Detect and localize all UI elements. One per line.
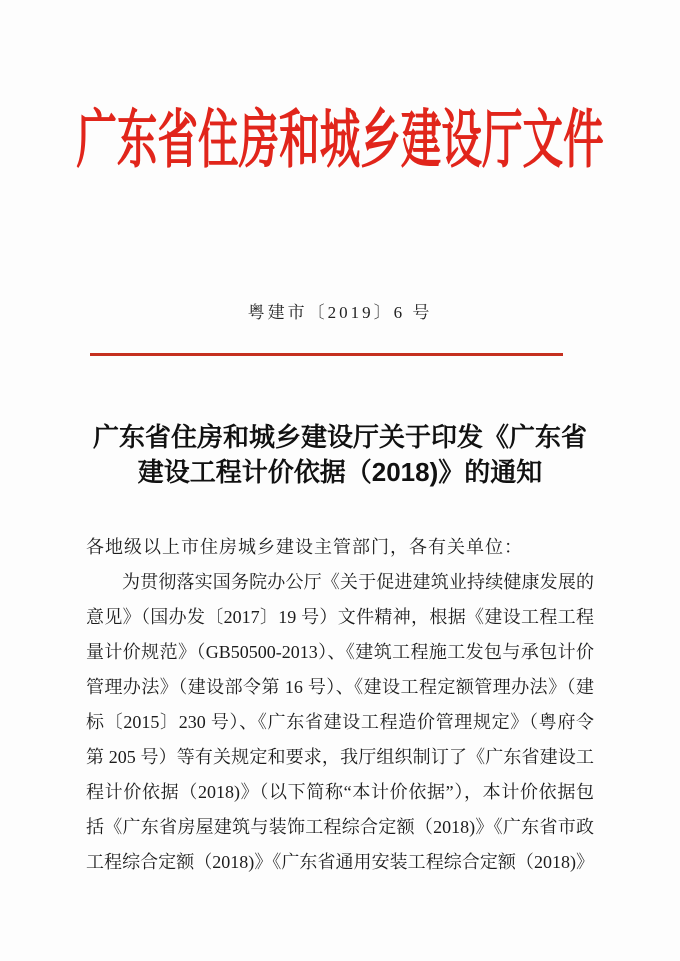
salutation-line: 各地级以上市住房城乡建设主管部门，各有关单位： [86, 537, 523, 557]
letterhead-title: 广东省住房和城乡建设厅文件 [76, 106, 604, 177]
document-number: 粤建市〔2019〕6 号 [247, 303, 433, 322]
notice-title-line-2: 建设工程计价依据（2018)》的通知 [137, 457, 543, 487]
notice-title-line-1: 广东省住房和城乡建设厅关于印发《广东省 [92, 422, 587, 452]
paragraph-line: 第 205 号）等有关规定和要求，我厅组织制订了《广东省建设工 [86, 747, 594, 767]
paragraph-line: 工程综合定额（2018)》《广东省通用安装工程综合定额（2018)》 [86, 852, 594, 872]
paragraph-line: 括《广东省房屋建筑与装饰工程综合定额（2018)》《广东省市政 [86, 817, 594, 837]
red-separator-line [90, 353, 563, 356]
letterhead [0, 106, 680, 177]
paragraph-line: 意见》（国办发〔2017〕19 号）文件精神，根据《建设工程工程 [86, 607, 594, 627]
paragraph-line: 标〔2015〕230 号）、《广东省建设工程造价管理规定》（粤府令 [86, 712, 594, 732]
notice-body [0, 530, 680, 880]
paragraph-line: 量计价规范》（GB50500-2013）、《建筑工程施工发包与承包计价 [86, 642, 594, 662]
notice-title [0, 420, 680, 490]
paragraph-line: 管理办法》（建设部令第 16 号）、《建设工程定额管理办法》（建 [86, 677, 594, 697]
paragraph-line: 程计价依据（2018)》（以下简称“本计价依据”），本计价依据包 [86, 782, 594, 802]
paragraph-line: 为贯彻落实国务院办公厅《关于促进建筑业持续健康发展的 [122, 572, 594, 592]
